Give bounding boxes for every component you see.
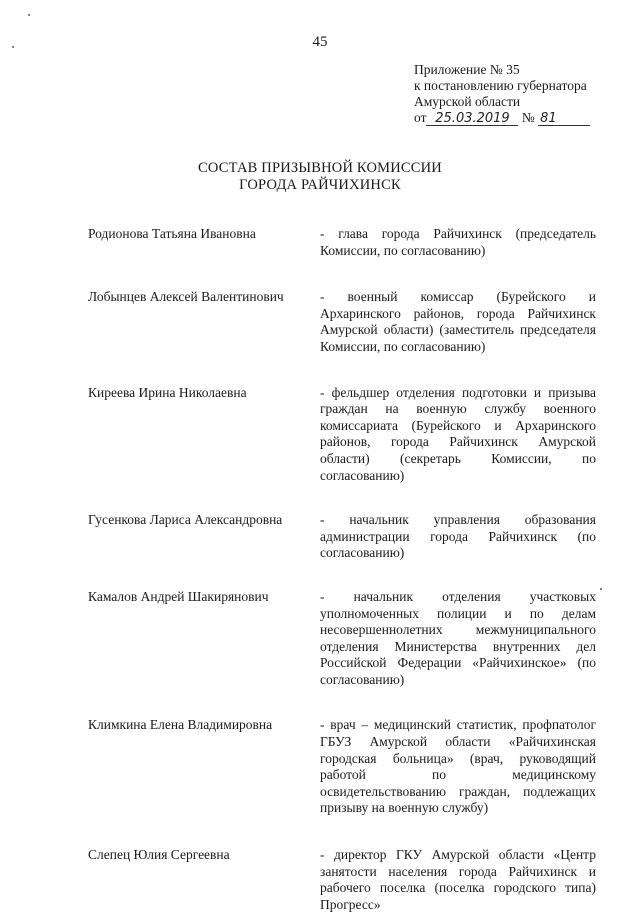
member-name: Камалов Андрей Шакирянович bbox=[88, 588, 269, 604]
handwritten-number: 81 bbox=[538, 112, 590, 126]
number-label: № bbox=[521, 110, 535, 125]
member-name: Киреева Ирина Николаевна bbox=[88, 384, 247, 400]
appendix-block bbox=[414, 62, 614, 126]
scan-speck bbox=[28, 14, 30, 16]
member-role: - глава города Райчихинск (председатель Комиссии, по согласованию) bbox=[320, 226, 596, 258]
member-name: Климкина Елена Владимировна bbox=[88, 717, 273, 733]
document-title bbox=[0, 160, 640, 194]
appendix-date-line bbox=[414, 110, 614, 126]
member-name: Родионова Татьяна Ивановна bbox=[88, 226, 256, 241]
member-row bbox=[88, 847, 608, 913]
member-row bbox=[88, 589, 608, 689]
commission-members-list bbox=[88, 226, 608, 913]
member-role: - военный комиссар (Бурейского и Архаринского районов, города Райчихинск Амурской области) (заместитель председателя Комиссии, по согласованию) bbox=[320, 289, 596, 354]
appendix-reference: к постановлению губернатора bbox=[414, 78, 587, 93]
scan-speck bbox=[12, 46, 14, 48]
member-role: - начальник отделения участковых уполномоченных полиции и по делам несовершеннолетних межмуниципального отделения Министерства внутренних дел Российской Федерации «Райчихинское» (по согласованию) bbox=[320, 588, 596, 687]
member-row bbox=[88, 226, 608, 259]
date-prefix: от bbox=[414, 110, 427, 125]
handwritten-date: 25.03.2019 bbox=[426, 112, 518, 126]
member-row bbox=[88, 717, 608, 817]
title-line-1: СОСТАВ ПРИЗЫВНОЙ КОМИССИИ bbox=[198, 160, 442, 176]
member-row bbox=[88, 512, 608, 562]
member-name: Гусенкова Лариса Александровна bbox=[88, 512, 283, 528]
scan-speck bbox=[600, 588, 602, 590]
page-number: 45 bbox=[312, 34, 328, 50]
member-role: - врач – медицинский статистик, профпатолог ГБУЗ Амурской области «Райчихинская городская больница» (врач, руководящий работой по медицинскому освидетельствованию граждан, подлежащих призыву на военную службу) bbox=[320, 717, 596, 816]
member-row bbox=[88, 289, 608, 355]
member-role: - начальник управления образования администрации города Райчихинск (по согласованию) bbox=[320, 512, 596, 561]
appendix-region: Амурской области bbox=[414, 94, 521, 109]
appendix-title: Приложение № 35 bbox=[414, 62, 520, 77]
member-name: Лобынцев Алексей Валентинович bbox=[88, 289, 284, 305]
member-role: - директор ГКУ Амурской области «Центр занятости населения города Райчихинск и рабочего поселка (поселка городского типа) Прогресс» bbox=[320, 847, 596, 912]
member-row bbox=[88, 385, 608, 485]
member-name: Слепец Юлия Сергеевна bbox=[88, 847, 230, 863]
title-line-2: ГОРОДА РАЙЧИХИНСК bbox=[239, 177, 401, 193]
member-role: - фельдшер отделения подготовки и призыва граждан на военную службу военного комиссариата (Бурейского и Архаринского районов, города Райчихинск Амурской области) (секретарь Комиссии, по согласованию) bbox=[320, 384, 596, 483]
